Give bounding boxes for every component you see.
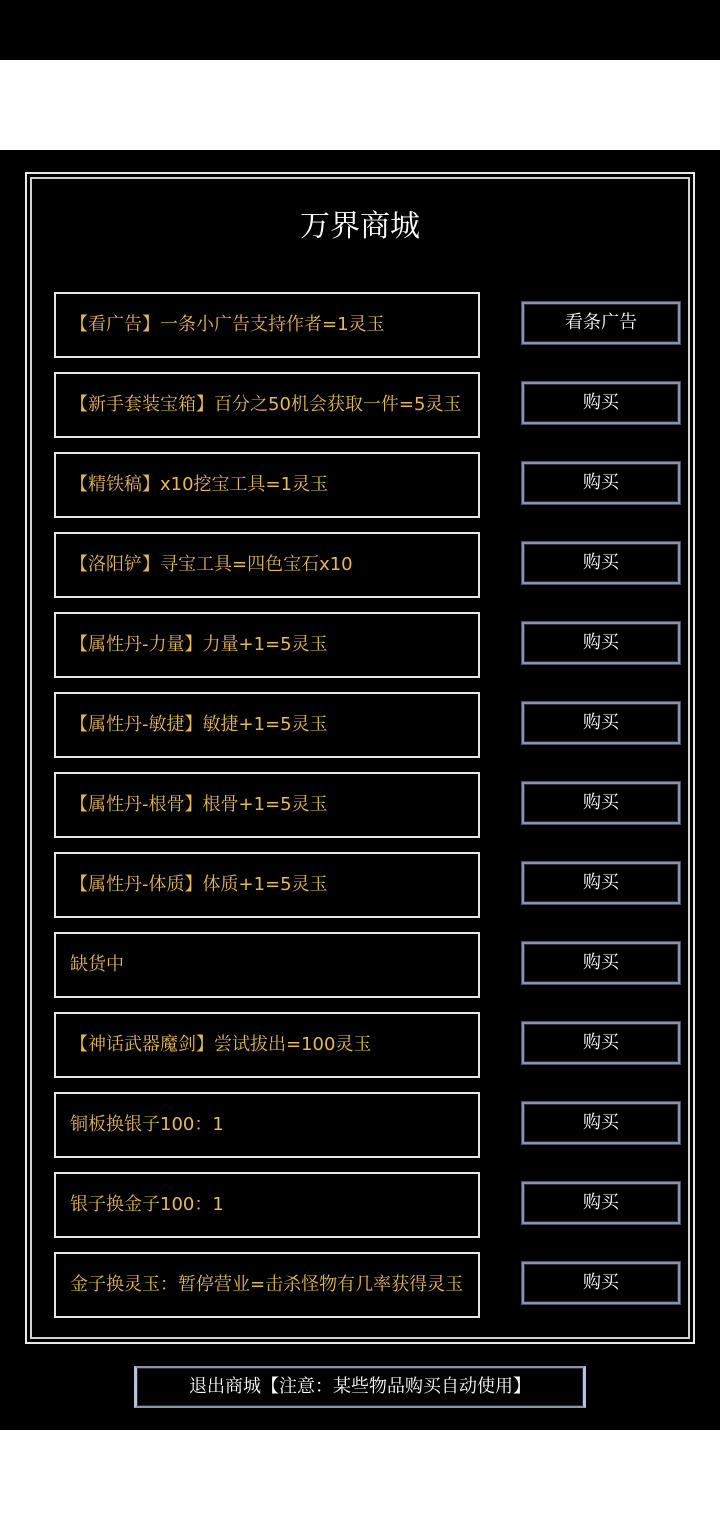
item-description-box <box>54 1172 480 1238</box>
buy-button[interactable]: 购买 <box>522 1102 680 1144</box>
item-description: 【属性丹-体质】体质+1=5灵玉 <box>70 874 328 895</box>
item-description-box <box>54 1252 480 1318</box>
buy-button[interactable]: 购买 <box>522 1262 680 1304</box>
exit-shop-button[interactable]: 退出商城【注意：某些物品购买自动使用】 <box>134 1366 586 1408</box>
buy-button[interactable]: 购买 <box>522 782 680 824</box>
shop-item-row <box>54 532 674 598</box>
shop-item-row <box>54 1092 674 1158</box>
buy-button[interactable]: 购买 <box>522 1182 680 1224</box>
game-area <box>0 150 720 1430</box>
shop-item-row <box>54 932 674 998</box>
item-description-box <box>54 932 480 998</box>
shop-item-row <box>54 372 674 438</box>
shop-item-row <box>54 692 674 758</box>
buy-button[interactable]: 购买 <box>522 462 680 504</box>
item-description: 金子换灵玉：暂停营业=击杀怪物有几率获得灵玉 <box>70 1274 464 1295</box>
item-description: 【新手套装宝箱】百分之50机会获取一件=5灵玉 <box>70 394 462 415</box>
item-description-box <box>54 452 480 518</box>
item-description: 缺货中 <box>70 954 124 975</box>
item-description: 【属性丹-根骨】根骨+1=5灵玉 <box>70 794 328 815</box>
item-description-box <box>54 772 480 838</box>
shop-item-row <box>54 452 674 518</box>
status-bar <box>0 0 720 60</box>
item-description-box <box>54 692 480 758</box>
item-description-box <box>54 612 480 678</box>
shop-item-row <box>54 772 674 838</box>
buy-button[interactable]: 购买 <box>522 542 680 584</box>
bottom-blank-area <box>0 1430 720 1520</box>
item-description-box <box>54 532 480 598</box>
shop-item-row <box>54 1172 674 1238</box>
shop-item-row <box>54 852 674 918</box>
shop-item-row <box>54 292 674 358</box>
item-description: 【洛阳铲】寻宝工具=四色宝石x10 <box>70 554 353 575</box>
buy-button[interactable]: 购买 <box>522 702 680 744</box>
buy-button[interactable]: 购买 <box>522 942 680 984</box>
item-description-box <box>54 292 480 358</box>
item-description-box <box>54 1012 480 1078</box>
item-description-box <box>54 372 480 438</box>
shop-item-row <box>54 612 674 678</box>
buy-button[interactable]: 购买 <box>522 622 680 664</box>
shop-item-row <box>54 1252 674 1318</box>
shop-title: 万界商城 <box>300 209 420 244</box>
item-description: 【属性丹-力量】力量+1=5灵玉 <box>70 634 328 655</box>
item-description: 银子换金子100：1 <box>70 1194 224 1215</box>
shop-item-row <box>54 1012 674 1078</box>
buy-button[interactable]: 购买 <box>522 1022 680 1064</box>
item-description: 【精铁稿】x10挖宝工具=1灵玉 <box>70 474 329 495</box>
shop-panel <box>25 172 695 1344</box>
item-description: 【属性丹-敏捷】敏捷+1=5灵玉 <box>70 714 328 735</box>
item-description-box <box>54 852 480 918</box>
item-description-box <box>54 1092 480 1158</box>
item-description: 【神话武器魔剑】尝试拔出=100灵玉 <box>70 1034 372 1055</box>
buy-button[interactable]: 购买 <box>522 862 680 904</box>
watch-ad-button[interactable]: 看条广告 <box>522 302 680 344</box>
top-blank-area <box>0 60 720 150</box>
item-description: 铜板换银子100：1 <box>70 1114 224 1135</box>
buy-button[interactable]: 购买 <box>522 382 680 424</box>
item-description: 【看广告】一条小广告支持作者=1灵玉 <box>70 314 385 335</box>
